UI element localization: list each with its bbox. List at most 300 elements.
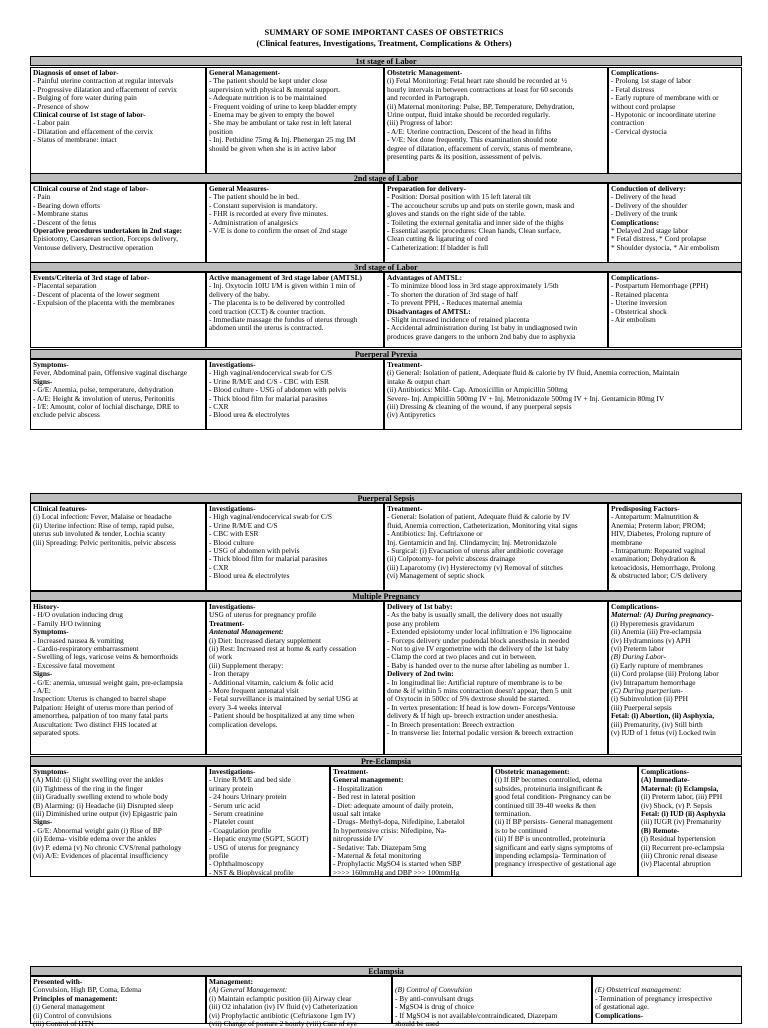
cell-text: - USG of uterus for pregnancy bbox=[209, 842, 300, 852]
cell-text: - If MgSO4 is not available/contraindicated, Diazepam bbox=[395, 1010, 558, 1020]
cell-text: - In transverse lie: Internal podalic version & breech extraction bbox=[387, 728, 574, 738]
cell-text: (i) Early rupture of membranes bbox=[611, 660, 703, 670]
cell-text: without cord prolapse bbox=[611, 101, 676, 111]
cell-text: of Oxytocin in 500cc of 5% dextrose should be started. bbox=[387, 694, 550, 704]
cell-text: uterus sub involuted & tender, Lochia scanty bbox=[33, 529, 166, 539]
cell-heading: (A) Immediate- bbox=[641, 775, 690, 785]
cell-text: - MgSO4 is drug of choice bbox=[395, 1002, 475, 1012]
cell-text: - Ophthalmoscopy bbox=[209, 859, 264, 869]
cell-heading: General Management- bbox=[209, 68, 281, 77]
cell-text: Anemia; Preterm labor; PROM; bbox=[611, 520, 706, 530]
cell-text: - Thick blood film for malarial parasites bbox=[209, 554, 328, 564]
cell-text: (ii) Colpotomy- for pelvic abscess drainage bbox=[387, 554, 516, 564]
cell-text: produces grave dangers to the unborn 2nd baby due to asphyxia bbox=[387, 331, 576, 341]
table-cell bbox=[30, 503, 206, 591]
cell-text: and recorded in Partograph. bbox=[387, 93, 470, 103]
cell-text: usual salt intake bbox=[333, 809, 381, 819]
cell-text: - NST & Biophysical profile bbox=[209, 867, 294, 877]
table-cell bbox=[206, 183, 384, 263]
cell-text: (C) During puerperium- bbox=[611, 686, 683, 696]
cell-text: - Administration of analgesics bbox=[209, 217, 298, 227]
cell-text: - High vaginal/endocervical swab for C/S bbox=[209, 512, 332, 522]
cell-heading: Predisposing Factors- bbox=[611, 504, 680, 513]
table-cell bbox=[206, 359, 384, 430]
cell-text: - Urine R/M/E and C/S - CBC with ESR bbox=[209, 376, 329, 386]
cell-text: hourly intervals in between contractions at least for 60 seconds bbox=[387, 84, 574, 94]
cell-heading: Signs- bbox=[33, 817, 53, 827]
cell-text: - Membrane status bbox=[33, 209, 89, 219]
cell-text: - Inj. Oxytocin 10IU I/M is given within 1 min of bbox=[209, 281, 356, 291]
cell-text: fluid, Anemia correction, Catheterization, Monitoring vital signs bbox=[387, 520, 578, 530]
cell-text: (ii) Recurrent pre-eclampsia bbox=[641, 842, 725, 852]
cell-heading: Preparation for delivery- bbox=[387, 184, 466, 193]
table-cell bbox=[30, 976, 206, 1028]
cell-heading: Complications- bbox=[611, 602, 660, 611]
table-cell bbox=[330, 766, 492, 877]
cell-text: (ii) Antibiotics: Mild- Cap. Amoxicillin or Ampicillin 500mg bbox=[387, 385, 568, 395]
cell-text: complication develops. bbox=[209, 719, 278, 729]
cell-text: - Delivery of the head bbox=[611, 192, 676, 202]
cell-text: - Constant supervision is mandatory. bbox=[209, 200, 318, 210]
cell-text: - Immediate massage the fundus of uterus through bbox=[209, 315, 358, 325]
cell-text: * Delayed 2nd stage labor bbox=[611, 226, 689, 236]
cell-heading: Maternal: (A) During pregnancy- bbox=[611, 610, 714, 620]
cell-text: every 3-4 weeks interval bbox=[209, 702, 282, 712]
cell-text: supervision with physical & mental support. bbox=[209, 84, 340, 94]
cell-text: Palpation: Height of uterus more than period of bbox=[33, 702, 174, 712]
cell-text: - Status of membrane: intact bbox=[33, 135, 117, 145]
document-subtitle: (Clinical features, Investigations, Treatment, Complications & Others) bbox=[256, 38, 512, 48]
cell-text: - CBC with ESR bbox=[209, 529, 259, 539]
cell-text: delivery of the baby. bbox=[209, 289, 270, 299]
cell-heading: Investigations- bbox=[209, 360, 256, 369]
cell-text: - FHR is recorded at every five minutes. bbox=[209, 209, 329, 219]
cell-text: - A/E: bbox=[33, 686, 51, 696]
cell-text: - Antepartum: Malnutrition & bbox=[611, 512, 700, 522]
section-heading: 3rd stage of Labor bbox=[30, 262, 742, 272]
cell-text: presenting parts & its position, assessment of pelvis. bbox=[387, 152, 542, 162]
cell-text: - USG of abdomen with pelvis bbox=[209, 546, 300, 556]
cell-text: Auscultation: Two distinct FHS located at bbox=[33, 719, 157, 729]
cell-text: (vi) Prophylactic antibiotic (Ceftriaxone 1gm IV) bbox=[209, 1010, 355, 1020]
cell-text: - Blood culture - USG of abdomen with pelvis bbox=[209, 385, 347, 395]
cell-text: - Bed rest in lateral position bbox=[333, 792, 416, 802]
cell-text: (ii) Cord prolapse (iii) Prolong labor bbox=[611, 669, 719, 679]
cell-text: - Cervical dystocia bbox=[611, 126, 667, 136]
cell-text: (iii) Supplement therapy: bbox=[209, 660, 284, 670]
cell-text: - Fetal surveillance is maintained by serial USG at bbox=[209, 694, 359, 704]
table-cell bbox=[608, 272, 742, 348]
cell-text: - Progressive dilatation and effacement of cervix bbox=[33, 84, 177, 94]
cell-text: - Descent of placenta of the lower segment bbox=[33, 289, 160, 299]
cell-text: (iii) Prematurity, (iv) Still birth bbox=[611, 719, 703, 729]
table-cell bbox=[492, 766, 638, 877]
cell-text: - Excessive fatal movement bbox=[33, 660, 115, 670]
cell-text: - CXR bbox=[209, 562, 229, 572]
cell-text: (iii) IUGR (iv) Prematurity bbox=[641, 817, 722, 827]
cell-heading: Presented with- bbox=[33, 977, 83, 986]
cell-text: - The placenta is to be delivered by controlled bbox=[209, 298, 345, 308]
cell-text: - Adequate nutrition is to be maintained bbox=[209, 93, 327, 103]
cell-text: - More frequent antenatal visit bbox=[209, 686, 299, 696]
cell-heading: Operative procedures undertaken in 2nd stage: bbox=[33, 226, 182, 236]
cell-text: intake & output chart bbox=[387, 376, 451, 386]
cell-text: - Descent of the fetus bbox=[33, 217, 97, 227]
cell-text: - Air embolism bbox=[611, 315, 656, 325]
cell-text: (iii) Chronic renal disease bbox=[641, 851, 718, 861]
cell-heading: Investigations- bbox=[209, 767, 256, 776]
cell-text: - Serum uric acid bbox=[209, 800, 261, 810]
cell-text: (v) IUD of 1 fetus (vi) Locked twin bbox=[611, 728, 716, 738]
cell-heading: Complications: bbox=[611, 217, 660, 227]
cell-text: - Urine R/M/E and bed side bbox=[209, 775, 291, 785]
cell-text: (B) Control of Convulsion bbox=[395, 985, 473, 995]
table-cell bbox=[30, 272, 206, 348]
cell-text: - Labor pain bbox=[33, 118, 70, 128]
cell-text: - To prevent PPH, - Reduces maternal anemia bbox=[387, 298, 523, 308]
cell-text: - The patient should be in bed. bbox=[209, 192, 299, 202]
cell-text: degree of dilatation, effacement of cervix, status of membrane, bbox=[387, 143, 573, 153]
cell-text: >>>> 160mmHg and DBP >>> 100mmHg bbox=[333, 867, 460, 877]
cell-text: - Increased nausea & vomiting bbox=[33, 635, 124, 645]
cell-heading: Conduction of delivery: bbox=[611, 184, 686, 193]
cell-text: - A/E: Height & involution of uterus, Peritonitis bbox=[33, 393, 175, 403]
cell-text: - I/E: Amount, color of lochial discharge, DRE to bbox=[33, 402, 180, 412]
table-cell bbox=[608, 183, 742, 263]
table-cell bbox=[206, 503, 384, 591]
section-heading: 2nd stage of Labor bbox=[30, 173, 742, 183]
cell-text: - Expulsion of the placenta with the membranes bbox=[33, 298, 175, 308]
cell-text: - Presence of show bbox=[33, 101, 90, 111]
cell-text: - Serum creatinine bbox=[209, 809, 264, 819]
cell-heading: Diagnosis of onset of labor- bbox=[33, 68, 119, 77]
cell-text: - As the baby is usually small, the delivery does not usually bbox=[387, 610, 563, 620]
cell-heading: Clinical course of 1st stage of labor- bbox=[33, 110, 146, 120]
cell-heading: History- bbox=[33, 602, 60, 611]
cell-text: - Position: Dorsal position with 15 left lateral tilt bbox=[387, 192, 532, 202]
cell-text: (ii) Anemia (iii) Pre-eclampsia bbox=[611, 627, 702, 637]
cell-text: - Extended episiotomy under local infiltration e 1% lignocaine bbox=[387, 627, 572, 637]
cell-text: - G/E: Anemia, pulse, temperature, dehydration bbox=[33, 385, 174, 395]
cell-text: - Family H/O twinning bbox=[33, 618, 101, 628]
cell-text: (B) Alarming: (i) Headache (ii) Disrupted sleep bbox=[33, 800, 174, 810]
table-cell bbox=[392, 976, 592, 1028]
cell-text: (iii) O2 inhalation (iv) IV fluid (v) Catheterization bbox=[209, 1002, 358, 1012]
cell-text: of gestational age. bbox=[595, 1002, 649, 1012]
cell-heading: Fetal: (i) IUD (ii) Asphyxia bbox=[641, 809, 726, 819]
cell-text: - To minimize blood loss in 3rd stage approximately 1/5th bbox=[387, 281, 559, 291]
cell-text: (ii) Uterine infection: Rise of temp, rapid pulse, bbox=[33, 520, 174, 530]
section-heading: Eclampsia bbox=[30, 966, 742, 976]
cell-text: - Hepatic enzyme (SGPT, SGOT) bbox=[209, 834, 309, 844]
cell-text: membrane bbox=[611, 537, 643, 547]
cell-text: (i) Subinvolution (ii) PPH bbox=[611, 694, 688, 704]
cell-text: (ii) If BP persists- General management bbox=[495, 817, 613, 827]
cell-text: - Platelet count bbox=[209, 817, 254, 827]
cell-text: should be used bbox=[395, 1019, 439, 1028]
table-cell bbox=[608, 503, 742, 591]
cell-heading: Symptoms- bbox=[33, 767, 69, 776]
cell-text: urinary protein bbox=[209, 783, 254, 793]
cell-text: (A) General Management: bbox=[209, 985, 288, 995]
cell-text: subsides, proteinuria insignificant & bbox=[495, 783, 603, 793]
cell-heading: Signs- bbox=[33, 669, 53, 679]
cell-text: - Accidental administration during 1st baby in undiagnosed twin bbox=[387, 323, 578, 333]
cell-text: (iii) Dressing & cleaning of the wound, if any puerperal sepsis bbox=[387, 402, 572, 412]
cell-heading: Treatment- bbox=[387, 504, 423, 513]
table-cell bbox=[30, 766, 206, 877]
cell-text: - Slight increased incidence of retained placenta bbox=[387, 315, 529, 325]
cell-text: (iii) Puerperal sepsis bbox=[611, 702, 672, 712]
table-cell bbox=[30, 67, 206, 174]
cell-text: is to be continued bbox=[495, 825, 548, 835]
cell-text: amenorrhea, palpation of too many fatal parts bbox=[33, 711, 168, 721]
cell-text: (ii) Tightness of the ring in the finger bbox=[33, 783, 143, 793]
cell-text: - Bulging of fore water during pain bbox=[33, 93, 137, 103]
cell-text: - Cardio-respiratory embarrassment bbox=[33, 644, 139, 654]
cell-text: - Clamp the cord at two places and cut in between. bbox=[387, 652, 537, 662]
cell-text: (iv) Intrapartum hemorrhage bbox=[611, 677, 696, 687]
cell-text: - Drugs- Methyl-dopa, Nifedipine, Labetalol bbox=[333, 817, 465, 827]
cell-text: - V/E: Not done frequently. This examination should note bbox=[387, 135, 558, 145]
cell-text: - Uterine inversion bbox=[611, 298, 667, 308]
cell-text: profile bbox=[209, 851, 229, 861]
cell-text: - She may be ambulant or take rest in left lateral bbox=[209, 118, 352, 128]
table-cell bbox=[384, 272, 608, 348]
cell-text: - High vaginal/endocervical swab for C/S bbox=[209, 368, 332, 378]
cell-text: * Shoulder dystocia, * Air embolism bbox=[611, 242, 720, 252]
cell-text: (E) Obstetrical management: bbox=[595, 985, 682, 995]
cell-heading: General management: bbox=[333, 775, 404, 785]
cell-text: - Painful uterine contraction at regular intervals bbox=[33, 76, 174, 86]
cell-text: - Essential aseptic procedures: Clean hands, Clean surface, bbox=[387, 226, 561, 236]
cell-text: - Iron therapy bbox=[209, 669, 250, 679]
cell-text: - Pain bbox=[33, 192, 51, 202]
cell-text: (vii) Change of posture 2 hourly (viii) Care of eye bbox=[209, 1019, 357, 1028]
cell-heading: Active management of 3rd stage labor (AMTSL) bbox=[209, 273, 362, 282]
cell-text: (i) Maintain eclamptic position (ii) Airway clear bbox=[209, 993, 352, 1003]
cell-text: nitroprusside I/V bbox=[333, 834, 384, 844]
cell-text: (i) If BP becomes controlled, edema bbox=[495, 775, 602, 785]
cell-text: - Obstetrical shock bbox=[611, 306, 667, 316]
cell-text: & obstructed labor; C/S delivery bbox=[611, 571, 708, 581]
cell-text: (iii) Control of HTN bbox=[33, 1019, 94, 1028]
cell-text: - V/E is done to confirm the onset of 2nd stage bbox=[209, 226, 348, 236]
cell-text: Severe- Inj. Ampicillin 500mg IV + Inj. Metronidazole 500mg IV + Inj. Gentamicin 80mg IV bbox=[387, 393, 665, 403]
cell-text: abdomen until the uterus is contracted. bbox=[209, 323, 324, 333]
cell-text: - Frequent voiding of urine to keep bladder empty bbox=[209, 101, 357, 111]
cell-text: (iii) If BP is uncontrolled, proteinuria bbox=[495, 834, 606, 844]
cell-text: gloves and stands on the right side of the table. bbox=[387, 209, 526, 219]
cell-text: (vi) A/E: Evidences of placental insufficiency bbox=[33, 851, 169, 861]
cell-heading: Treatment- bbox=[387, 360, 423, 369]
cell-heading: Delivery of 1st baby: bbox=[387, 602, 453, 611]
cell-heading: Symptoms- bbox=[33, 360, 69, 369]
cell-text: - Blood urea & electrolytes bbox=[209, 571, 290, 581]
cell-text: Convulsion, High BP, Coma, Edema bbox=[33, 985, 142, 995]
cell-text: position bbox=[209, 126, 233, 136]
table-cell bbox=[638, 766, 742, 877]
cell-text: - In longitudinal lie: Artificial rupture of membrane is to be bbox=[387, 677, 563, 687]
cell-text: * Fetal distress, * Cord prolapse bbox=[611, 234, 707, 244]
cell-heading: Obstetric management: bbox=[495, 767, 570, 776]
cell-text: - Not to give IV ergometrine with the delivery of the 1st baby bbox=[387, 644, 569, 654]
cell-text: - Urine R/M/E and C/S bbox=[209, 520, 278, 530]
cell-text: (i) Diet: Increased dietary supplement bbox=[209, 635, 322, 645]
cell-text: - Toileting the external genitalia and inner side of the thighs bbox=[387, 217, 564, 227]
cell-text: - Bearing down efforts bbox=[33, 200, 100, 210]
cell-text: of work bbox=[209, 652, 233, 662]
cell-heading: Principles of management: bbox=[33, 993, 118, 1003]
cell-text: - Surgical: (i) Evacuation of uterus after antibiotic coverage bbox=[387, 546, 564, 556]
cell-heading: (B) Remote- bbox=[641, 825, 680, 835]
cell-text: (i) Fetal Monitoring: Fetal heart rate should be recorded at ½ bbox=[387, 76, 567, 86]
cell-text: (iv) Placental abruption bbox=[641, 859, 711, 869]
section-heading: Multiple Pregnancy bbox=[30, 591, 742, 601]
cell-text: Clean cutting & ligaturing of cord bbox=[387, 234, 488, 244]
cell-text: (iv) P. edema (v) No chronic CVS/renal pathology bbox=[33, 842, 182, 852]
cell-text: - The patient should be kept under close bbox=[209, 76, 328, 86]
cell-text: (iii) Progress of labor: bbox=[387, 118, 453, 128]
cell-heading: Complications- bbox=[641, 767, 690, 776]
cell-text: Ventouse delivery, Destructive operation bbox=[33, 242, 154, 252]
cell-text: - Prophylactic MgSO4 is started when SBP bbox=[333, 859, 462, 869]
cell-text: - Termination of pregnancy irrespective bbox=[595, 993, 713, 1003]
cell-text: (iii) Laparotomy (iv) Hysterectomy (v) Removal of stitches bbox=[387, 562, 563, 572]
section-heading: Puerperal Sepsis bbox=[30, 493, 742, 503]
cell-heading: Antenatal Management: bbox=[209, 627, 284, 637]
cell-heading: Clinical features- bbox=[33, 504, 88, 513]
cell-text: should be given when she is in active labor bbox=[209, 143, 337, 153]
cell-text: delivery & If high up- breech extraction under anesthesia. bbox=[387, 711, 558, 721]
cell-text: ketoacidosis, Hemorrhage, Prolong bbox=[611, 562, 716, 572]
cell-text: good fetal condition- Pregnancy can be bbox=[495, 792, 611, 802]
table-cell bbox=[384, 503, 608, 591]
cell-text: - 24 hours Urinary protein bbox=[209, 792, 287, 802]
cell-text: - Thick blood film for malarial parasites bbox=[209, 393, 328, 403]
cell-text: - Prolong 1st stage of labor bbox=[611, 76, 692, 86]
cell-text: - Baby is handed over to the nurse after labeling as number 1. bbox=[387, 660, 570, 670]
cell-heading: Maternal: (i) Eclampsia, bbox=[641, 783, 719, 793]
cell-text: exclude pelvic abscess bbox=[33, 410, 100, 420]
cell-text: - Inj. Pethidine 75mg & Inj. Phenergan 25 mg IM bbox=[209, 135, 356, 145]
table-cell bbox=[30, 359, 206, 430]
cell-text: - Catheterization: If bladder is full bbox=[387, 242, 489, 252]
cell-text: Fever, Abdominal pain, Offensive vaginal discharge bbox=[33, 368, 187, 378]
cell-text: - In vertex presentation: If head is low down- Forceps/Ventouse bbox=[387, 702, 576, 712]
cell-text: - Dilatation and effacement of the cervix bbox=[33, 126, 154, 136]
cell-text: - Antibiotics: Inj. Ceftriaxone or bbox=[387, 529, 483, 539]
cell-heading: Management: bbox=[209, 977, 253, 986]
cell-text: (i) Local infection: Fever, Malaise or headache bbox=[33, 512, 172, 522]
cell-text: cord traction (CCT) & counter traction. bbox=[209, 306, 326, 316]
cell-heading: Complications- bbox=[611, 68, 660, 77]
cell-text: USG of uterus for pregnancy profile bbox=[209, 610, 317, 620]
cell-text: (ii) Edema- visible edema over the ankles bbox=[33, 834, 157, 844]
cell-text: - CXR bbox=[209, 402, 229, 412]
cell-text: Episiotomy, Caesarean section, Forceps delivery, bbox=[33, 234, 178, 244]
cell-text: - Fetal distress bbox=[611, 84, 655, 94]
cell-text: - H/O ovulation inducing drug bbox=[33, 610, 123, 620]
cell-text: impending eclampsia- Termination of bbox=[495, 851, 607, 861]
cell-text: done & if within 5 mins contraction doesn't appear, then 5 unit bbox=[387, 686, 572, 696]
cell-heading: Delivery of 2nd twin: bbox=[387, 669, 454, 679]
cell-text: termination. bbox=[495, 809, 531, 819]
cell-text: - Placental separation bbox=[33, 281, 97, 291]
cell-heading: Disadvantages of AMTSL: bbox=[387, 306, 471, 316]
cell-text: - Postpartum Hemorrhage (PPH) bbox=[611, 281, 709, 291]
cell-text: separated spots. bbox=[33, 728, 80, 738]
cell-text: - Retained placenta bbox=[611, 289, 669, 299]
cell-text: (i) Residual hypertension bbox=[641, 834, 716, 844]
cell-heading: Signs- bbox=[33, 376, 53, 386]
table-cell bbox=[384, 183, 608, 263]
table-cell bbox=[592, 976, 742, 1024]
cell-text: Inj. Gentamicin and Inj. Clindamycin; Inj. Metronidazole bbox=[387, 537, 557, 547]
cell-heading: Treatment- bbox=[209, 618, 245, 628]
cell-text: - Intrapartum: Repeated vaginal bbox=[611, 546, 706, 556]
cell-text: (i) Hyperemesis gravidarum bbox=[611, 618, 695, 628]
cell-text: (ii) Rest: Increased rest at home & early cessation bbox=[209, 644, 357, 654]
cell-text: - Early rupture of membrane with or bbox=[611, 93, 719, 103]
cell-text: (iii) Diminished urine output (iv) Epigastric pain bbox=[33, 809, 178, 819]
cell-text: Urine output, fluid intake should be recorded regularly. bbox=[387, 110, 551, 120]
table-cell bbox=[608, 601, 742, 755]
cell-text: (iv) Shock, (v) P. Sepsis bbox=[641, 800, 713, 810]
cell-text: (iii) Spreading: Pelvic peritonitis, pelvic abscess bbox=[33, 537, 176, 547]
cell-text: - Maternal & fetal monitoring bbox=[333, 851, 422, 861]
cell-heading: Advantages of AMTSL: bbox=[387, 273, 463, 282]
cell-text: - Hospitalization bbox=[333, 783, 383, 793]
cell-text: - Blood culture bbox=[209, 537, 254, 547]
cell-heading: Events/Criteria of 3rd stage of labor- bbox=[33, 273, 150, 282]
table-cell bbox=[30, 183, 206, 263]
cell-text: (ii) Maternal monitoring: Pulse, BP, Temperature, Dehydration, bbox=[387, 101, 575, 111]
cell-text: - G/E: anemia, unusual weight gain, pre-eclampsia bbox=[33, 677, 183, 687]
cell-heading: Complications- bbox=[611, 273, 660, 282]
cell-heading: Complications- bbox=[595, 1010, 644, 1020]
cell-text: (B) During Labor- bbox=[611, 652, 666, 662]
cell-text: In hypertensive crisis: Nifedipine, Na- bbox=[333, 825, 447, 835]
cell-text: pregnancy irrespective of gestational age bbox=[495, 859, 617, 869]
cell-heading: Investigations- bbox=[209, 504, 256, 513]
cell-heading: Fetal: (i) Abortion, (ii) Asphyxia, bbox=[611, 711, 715, 721]
cell-text: - A/E: Uterine contraction, Descent of the head in fifths bbox=[387, 126, 552, 136]
cell-text: (A) Mild: (i) Slight swelling over the ankles bbox=[33, 775, 164, 785]
cell-text: - Enema may be given to empty the bowel bbox=[209, 110, 335, 120]
cell-text: continued till 39-40 weeks & then bbox=[495, 800, 596, 810]
cell-text: contraction bbox=[611, 118, 645, 128]
table-cell bbox=[206, 766, 330, 877]
cell-text: (ii) Preterm labor, (iii) PPH bbox=[641, 792, 723, 802]
cell-text: pose any problem bbox=[387, 618, 440, 628]
cell-heading: Obstetric Management- bbox=[387, 68, 463, 77]
section-heading: Pre-Eclampsia bbox=[30, 756, 742, 766]
cell-text: - Blood urea & electrolytes bbox=[209, 410, 290, 420]
cell-text: (i) General management bbox=[33, 1002, 105, 1012]
cell-text: - Coagulation profile bbox=[209, 825, 271, 835]
cell-text: - Forceps delivery under pudendal block anesthesia in needed bbox=[387, 635, 570, 645]
cell-text: - Swelling of legs, varicose veins & hemorrhoids bbox=[33, 652, 178, 662]
table-cell bbox=[206, 976, 392, 1028]
cell-text: - Sedative: Tab. Diazepam 5mg bbox=[333, 842, 427, 852]
cell-text: (vi) Management of septic shock bbox=[387, 571, 485, 581]
table-cell bbox=[608, 67, 742, 174]
cell-text: - G/E: Abnormal weight gain (i) Rise of BP bbox=[33, 825, 162, 835]
cell-text: - Patient should be hospitalized at any time when bbox=[209, 711, 355, 721]
cell-text: - Hypotonic or incoordinate uterine bbox=[611, 110, 716, 120]
section-heading: 1st stage of Labor bbox=[30, 56, 742, 66]
